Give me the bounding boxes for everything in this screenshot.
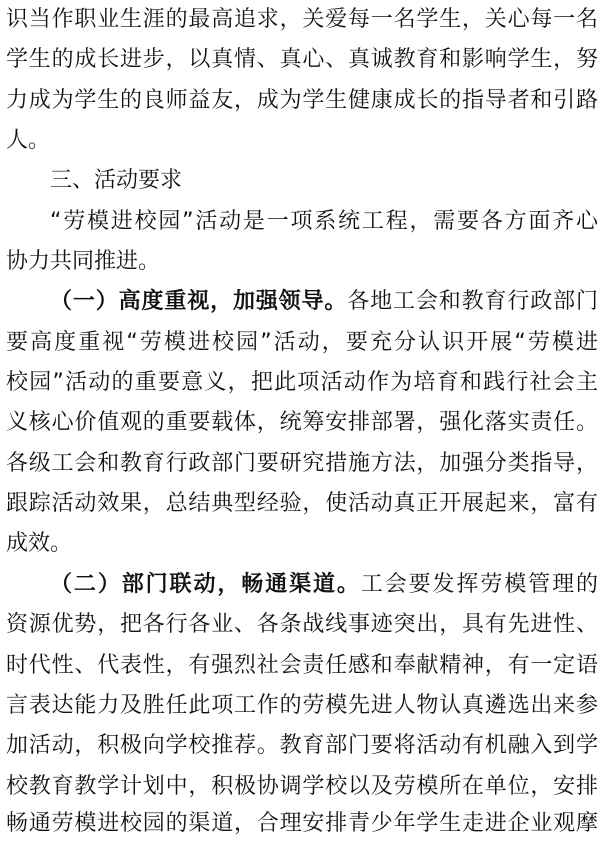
text-run: 各地工会和教育行政部门 [347, 289, 598, 314]
text-line: 时代性、代表性，有强烈社会责任感和奉献精神，有一定语 [6, 653, 598, 678]
text-line: 识当作职业生涯的最高追求，关爱每一名学生，关心每一名 [6, 7, 598, 32]
text-line: 言表达能力及胜任此项工作的劳模先进人物认真遴选出来参 [6, 693, 598, 718]
text-line: 义核心价值观的重要载体，统筹安排部署，强化落实责任。 [6, 410, 598, 435]
text-line: 各级工会和教育行政部门要研究措施方法，加强分类指导， [6, 451, 598, 476]
text-line: 跟踪活动效果，总结典型经验，使活动真正开展起来，富有 [6, 491, 598, 516]
text-line: 畅通劳模进校园的渠道，合理安排青少年学生走进企业观摩 [6, 811, 598, 836]
text-line: 力成为学生的良师益友，成为学生健康成长的指导者和引路 [6, 88, 598, 113]
text-line: 学生的成长进步，以真情、真心、真诚教育和影响学生，努 [6, 47, 598, 72]
text-line: 成效。 [6, 531, 73, 556]
text-line: 要高度重视“劳模进校园”活动，要充分认识开展“劳模进 [6, 330, 598, 355]
text-run: 工会要发挥劳模管理的 [360, 572, 598, 597]
text-line: 人。 [6, 128, 51, 153]
section-heading: 三、活动要求 [50, 168, 183, 193]
text-line: 校园”活动的重要意义，把此项活动作为培育和践行社会主 [6, 370, 598, 395]
subsection-first-line [50, 288, 598, 316]
subsection-heading: （一）高度重视，加强领导。 [50, 289, 348, 314]
text-line: “劳模进校园”活动是一项系统工程，需要各方面齐心 [50, 209, 598, 234]
subsection-heading: （二）部门联动，畅通渠道。 [50, 572, 361, 597]
text-line: 加活动，积极向学校推荐。教育部门要将活动有机融入到学 [6, 733, 598, 758]
text-line: 协力共同推进。 [6, 249, 161, 274]
text-line: 资源优势，把各行各业、各条战线事迹突出，具有先进性、 [6, 612, 598, 637]
text-line: 校教育教学计划中，积极协调学校以及劳模所在单位，安排 [6, 774, 598, 799]
subsection-first-line [50, 571, 598, 599]
